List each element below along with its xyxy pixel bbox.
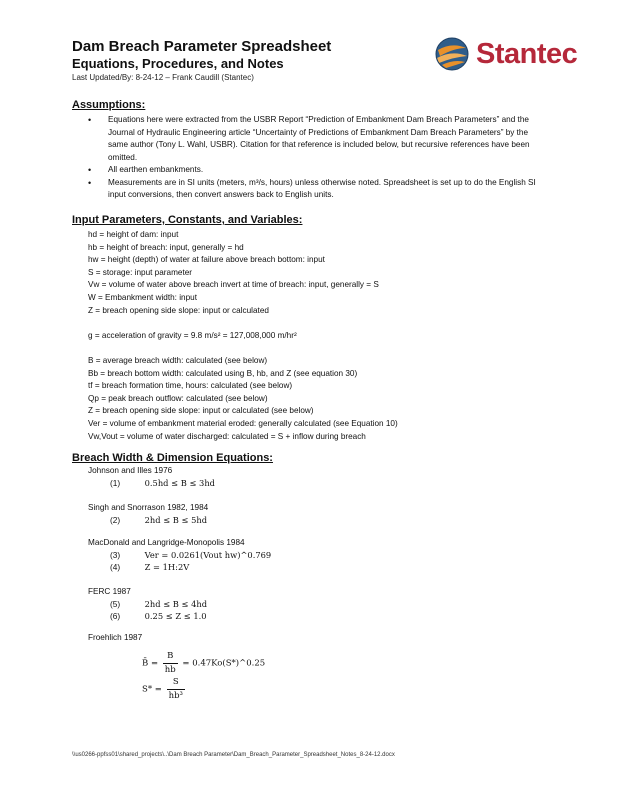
froehlich-lhs: B̄ = xyxy=(142,658,159,669)
parameter-blank xyxy=(88,317,528,330)
equation-row xyxy=(88,514,388,526)
parameter-line: S = storage: input parameter xyxy=(88,267,192,277)
parameter-line: g = acceleration of gravity = 9.8 m/s² = 127,008,000 m/hr² xyxy=(88,330,297,340)
equation-row xyxy=(88,610,388,622)
equation-row xyxy=(88,477,388,489)
parameter-line: Vw = volume of water above breach invert at time of breach: input, generally = S xyxy=(88,280,379,290)
parameter-line: Z = breach opening side slope: input or calculated xyxy=(88,305,269,315)
equation-source: Johnson and Illes 1976 xyxy=(88,466,173,475)
equation-source: Singh and Snorrason 1982, 1984 xyxy=(88,503,209,512)
fraction-numerator: B xyxy=(163,650,178,664)
document-subtitle: Equations, Procedures, and Notes xyxy=(72,56,284,71)
file-path-footer: \\us0266-ppfss01\shared_projects\..\Dam Breach Parameter\Dam_Breach_Parameter_Spreadsheet_Notes_8-24-12.docx xyxy=(72,752,395,758)
equation-source: MacDonald and Langridge-Monopolis 1984 xyxy=(88,538,245,547)
parameter-line: hb = height of breach: input, generally = hd xyxy=(88,242,244,252)
equation-text: 2hd ≤ B ≤ 5hd xyxy=(144,515,208,525)
equation-number: (6) xyxy=(110,611,121,621)
breach-heading: Breach Width & Dimension Equations: xyxy=(72,452,273,464)
equation-number: (3) xyxy=(110,550,121,560)
froehlich-rhs: = 0.47Ko(S*)^0.25 xyxy=(182,658,266,669)
equation-row xyxy=(88,598,388,610)
equation-row xyxy=(88,549,388,561)
equation-text: 0.25 ≤ Z ≤ 1.0 xyxy=(144,611,207,621)
equation-number: (2) xyxy=(110,515,121,525)
parameters-list xyxy=(88,229,528,443)
assumption-item: • Equations here were extracted from the USBR Report “Prediction of Embankment Dam Breach Parameters” and the Journal of Hydraulic Engineering article “Uncertainty of Predictions of Embankment Dam Breach Parameters” by the same author (Tony L. Wahl, USBR). Citation for that reference is included below, but recursive references have been omitted. xyxy=(88,114,543,164)
equation-number: (1) xyxy=(110,478,121,488)
stantec-logo xyxy=(434,33,577,75)
equation-group xyxy=(88,502,388,526)
equation-text: 0.5hd ≤ B ≤ 3hd xyxy=(144,478,215,488)
assumptions-heading: Assumptions: xyxy=(72,99,146,111)
fraction-numerator: S xyxy=(167,676,185,690)
parameter-line: Vw,Vout = volume of water discharged: calculated = S + inflow during breach xyxy=(88,431,366,441)
parameter-blank xyxy=(88,342,528,355)
equation-group xyxy=(88,632,388,644)
equation-number: (5) xyxy=(110,599,121,609)
equation-source: Froehlich 1987 xyxy=(88,633,143,642)
fraction xyxy=(167,676,185,702)
assumption-item: • Measurements are in SI units (meters, m³/s, hours) unless otherwise noted. Spreadsheet is set up to do the English SI input conversions, then convert answers back to English units. xyxy=(88,177,543,202)
fraction xyxy=(163,650,178,676)
assumptions-list xyxy=(88,114,543,202)
parameter-line: B = average breach width: calculated (see below) xyxy=(88,355,268,365)
parameter-line: hd = height of dam: input xyxy=(88,230,179,239)
froehlich-equation-2 xyxy=(142,676,187,702)
parameter-line: Qp = peak breach outflow: calculated (see below) xyxy=(88,393,268,403)
parameter-line: hw = height (depth) of water at failure above breach bottom: input xyxy=(88,255,325,265)
equation-text: Ver = 0.0261(Vout hw)^0.769 xyxy=(144,550,272,560)
parameter-line: tf = breach formation time, hours: calculated (see below) xyxy=(88,381,293,391)
stantec-wordmark: Stantec xyxy=(476,37,578,70)
fraction-denominator: hb xyxy=(164,664,176,675)
equation-text: Z = 1H:2V xyxy=(144,562,190,572)
fraction-denominator: hb³ xyxy=(168,690,183,701)
stantec-globe-icon xyxy=(434,36,470,72)
equation-group xyxy=(88,586,388,622)
parameter-line: W = Embankment width: input xyxy=(88,292,197,302)
equation-group xyxy=(88,465,388,489)
parameter-line: Z = breach opening side slope: input or calculated (see below) xyxy=(88,406,314,416)
froehlich-lhs: S* = xyxy=(142,684,162,695)
equation-group xyxy=(88,537,388,573)
document-title: Dam Breach Parameter Spreadsheet xyxy=(72,38,332,55)
equation-number: (4) xyxy=(110,562,121,572)
froehlich-equation-1 xyxy=(142,650,265,676)
assumption-item: • All earthen embankments. xyxy=(88,164,543,177)
equation-text: 2hd ≤ B ≤ 4hd xyxy=(144,599,208,609)
equation-row xyxy=(88,561,388,573)
parameter-line: Ver = volume of embankment material eroded: generally calculated (see Equation 10) xyxy=(88,418,398,428)
equation-source: FERC 1987 xyxy=(88,587,131,596)
parameter-line: Bb = breach bottom width: calculated using B, hb, and Z (see equation 30) xyxy=(88,368,358,378)
last-updated-line: Last Updated/By: 8-24-12 – Frank Caudill (Stantec) xyxy=(72,73,254,82)
inputs-heading: Input Parameters, Constants, and Variables: xyxy=(72,214,303,226)
